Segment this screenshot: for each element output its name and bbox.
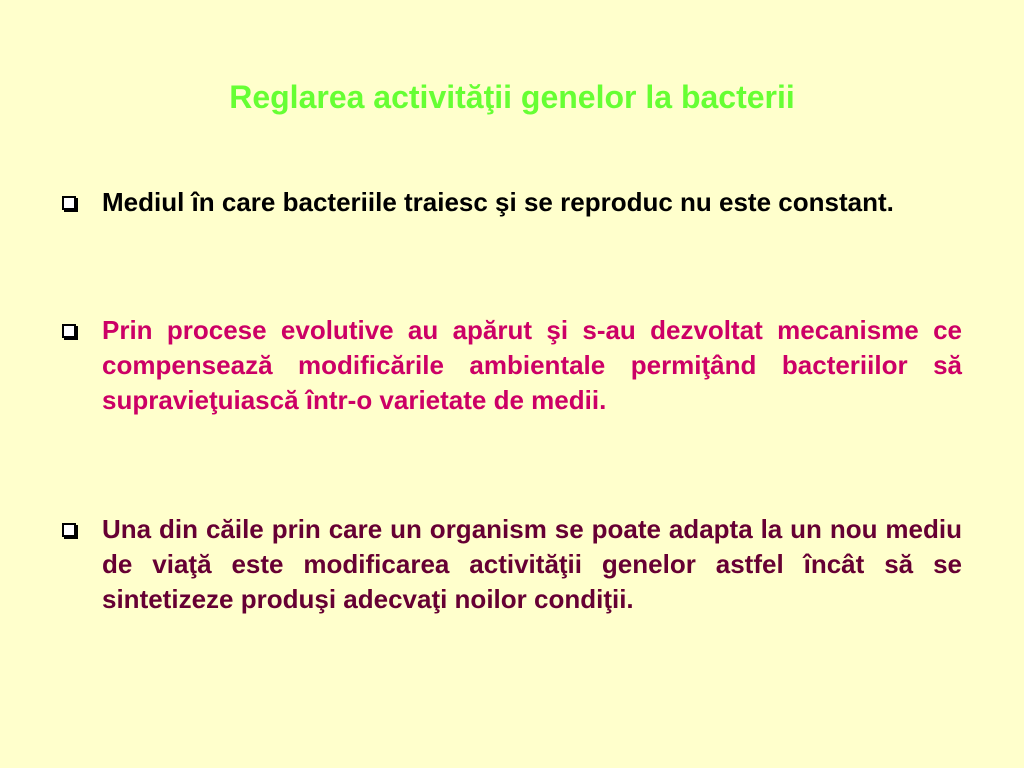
checkbox-icon	[62, 523, 76, 537]
bullet-text-1: Mediul în care bacteriile traiesc şi se reproduc nu este constant.	[102, 187, 894, 217]
bullet-item-2	[62, 313, 962, 418]
bullet-item-3	[62, 512, 962, 617]
bullet-item-1	[62, 185, 962, 220]
bullet-text-2: Prin procese evolutive au apărut şi s-au dezvoltat mecanisme ce compensează modificările ambientale permiţând bacteriilor să supravieţuiască într-o varietate de medii.	[102, 315, 962, 415]
slide-title: Reglarea activităţii genelor la bacterii	[229, 79, 795, 115]
bullet-text-3: Una din căile prin care un organism se poate adapta la un nou mediu de viaţă este modificarea activităţii genelor astfel încât să se sintetizeze produşi adecvaţi noilor condiţii.	[102, 514, 962, 614]
checkbox-icon	[62, 324, 76, 338]
checkbox-icon	[62, 196, 76, 210]
